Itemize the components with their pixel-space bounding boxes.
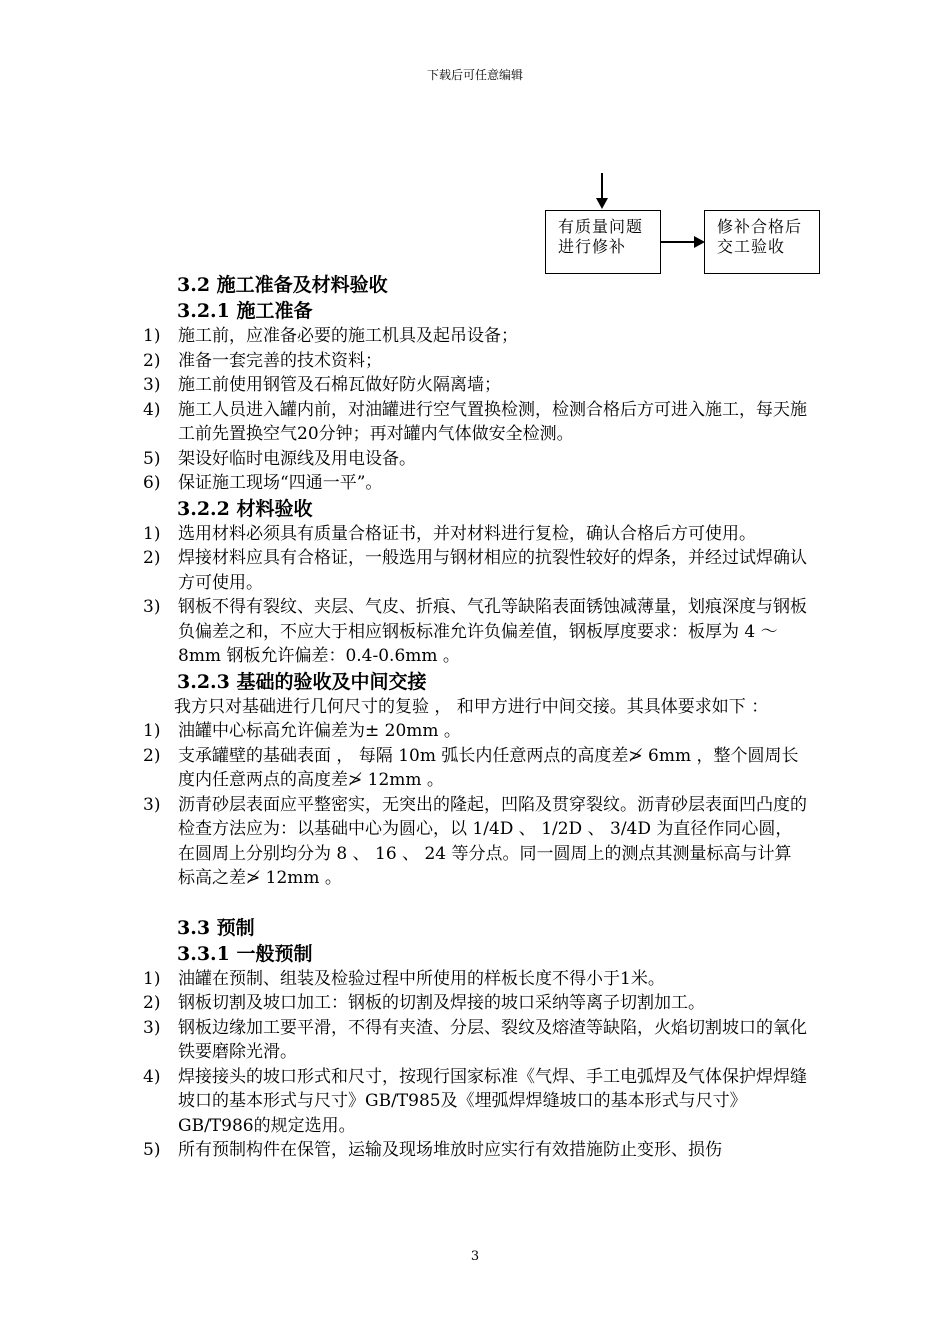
spacer — [143, 891, 808, 915]
list-item — [143, 324, 808, 349]
list-text: 保证施工现场“四通一平”。 — [178, 473, 383, 493]
list-item — [143, 744, 808, 793]
flowchart-box-line: 进行修补 — [558, 237, 627, 256]
list-text: 所有预制构件在保管，运输及现场堆放时应实行有效措施防止变形、损伤 — [178, 1140, 722, 1160]
flowchart-box-line: 有质量问题 — [558, 217, 644, 236]
list-item — [143, 546, 808, 595]
flowchart-box-line: 修补合格后 — [717, 217, 803, 236]
flowchart-down-arrow — [601, 173, 603, 199]
list-text: 施工人员进入罐内前，对油罐进行空气置换检测，检测合格后方可进入施工，每天施工前先置换空气20分钟；再对罐内气体做安全检测。 — [178, 399, 807, 444]
list-text: 焊接接头的坡口形式和尺寸，按现行国家标准《气焊、手工电弧焊及气体保护焊焊缝坡口的基本形式与尺寸》GB/T985及《埋弧焊焊缝坡口的基本形式与尺寸》GB/T986的规定选用。 — [178, 1066, 807, 1136]
list-item — [143, 522, 808, 547]
list-text: 架设好临时电源线及用电设备。 — [178, 448, 416, 469]
list-item — [143, 471, 808, 496]
list-text: 准备一套完善的技术资料； — [178, 350, 382, 371]
list-item — [143, 349, 808, 374]
list-item — [143, 1138, 808, 1163]
list-number: 3) — [143, 375, 161, 395]
list-text: 支承罐壁的基础表面 ， 每隔 10m 弧长内任意两点的高度差≯ 6mm ，整个圆周长度内任意两点的高度差≯ 12mm 。 — [178, 745, 799, 790]
section-heading-3-3: 3.3 预制 — [177, 916, 255, 939]
list-number: 4) — [143, 1066, 161, 1087]
list-item — [143, 1065, 808, 1139]
list-number: 2) — [143, 350, 161, 371]
flowchart-box-acceptance — [704, 210, 820, 274]
list-number: 2) — [143, 548, 161, 568]
list-number: 5) — [143, 448, 161, 469]
list-item — [143, 793, 808, 891]
document-body — [143, 272, 808, 1163]
list-item — [143, 595, 808, 669]
list-text: 油罐中心标高允许偏差为± 20mm 。 — [178, 721, 461, 741]
list-item — [143, 447, 808, 472]
list-number: 2) — [143, 993, 161, 1013]
list-number: 3) — [143, 794, 161, 815]
list-text: 焊接材料应具有合格证，一般选用与钢材相应的抗裂性较好的焊条，并经过试焊确认方可使用。 — [178, 548, 807, 593]
section-heading-3-2-2: 3.2.2 材料验收 — [177, 497, 313, 520]
list-item — [143, 373, 808, 398]
list-text: 选用材料必须具有质量合格证书，并对材料进行复检，确认合格后方可使用。 — [178, 523, 756, 544]
list-number: 3) — [143, 1017, 161, 1038]
list-number: 6) — [143, 473, 161, 493]
list-number: 1) — [143, 523, 161, 544]
flowchart-right-arrow — [661, 241, 695, 243]
list-text: 施工前使用钢管及石棉瓦做好防火隔离墙； — [178, 375, 501, 395]
header-note: 下载后可任意编辑 — [426, 68, 523, 82]
list-number: 2) — [143, 745, 161, 766]
list-item — [143, 991, 808, 1016]
list-item — [143, 1016, 808, 1065]
list-number: 1) — [143, 326, 161, 346]
list-text: 施工前，应准备必要的施工机具及起吊设备； — [178, 326, 518, 346]
list-item — [143, 719, 808, 744]
list-number: 3) — [143, 597, 161, 617]
list-number: 4) — [143, 399, 161, 420]
list-text: 沥青砂层表面应平整密实，无突出的隆起，凹陷及贯穿裂纹。沥青砂层表面凹凸度的检查方法应为：以基础中心为圆心，以 1/4D 、 1/2D 、 3/4D 为直径作同心圆，在圆周上分别均分为 8 、 16 、 24 等分点。同一圆周上的测点其测量标高与计算标高之差≯ 12mm 。 — [178, 794, 807, 888]
section-heading-3-2-3: 3.2.3 基础的验收及中间交接 — [177, 670, 427, 693]
flowchart-box-repair — [545, 210, 661, 274]
section-heading-3-3-1: 3.3.1 一般预制 — [177, 942, 313, 965]
list-text: 油罐在预制、组装及检验过程中所使用的样板长度不得小于1米。 — [178, 968, 665, 989]
flowchart-box-line: 交工验收 — [717, 237, 786, 256]
list-item — [143, 967, 808, 992]
list-number: 1) — [143, 721, 161, 741]
list-text: 钢板不得有裂纹、夹层、气皮、折痕、气孔等缺陷表面锈蚀减薄量，划痕深度与钢板负偏差之和，不应大于相应钢板标准允许负偏差值，钢板厚度要求：板厚为 4 ～ 8mm 钢板允许偏差：0.4-0.6mm 。 — [178, 597, 807, 666]
section-heading-3-2-1: 3.2.1 施工准备 — [177, 300, 313, 322]
list-text: 钢板切割及坡口加工：钢板的切割及焊接的坡口采纳等离子切割加工。 — [178, 993, 705, 1013]
page-number: 3 — [470, 1249, 480, 1264]
flowchart-down-arrow-head — [596, 198, 608, 209]
list-item — [143, 398, 808, 447]
list-number: 5) — [143, 1140, 161, 1160]
list-text: 钢板边缘加工要平滑，不得有夹渣、分层、裂纹及熔渣等缺陷，火焰切割坡口的氧化铁要磨除光滑。 — [178, 1017, 807, 1062]
list-number: 1) — [143, 968, 161, 989]
section-intro: 我方只对基础进行几何尺寸的复验 ， 和甲方进行中间交接。其具体要求如下 ： — [174, 696, 769, 717]
section-heading-3-2: 3.2 施工准备及材料验收 — [177, 274, 388, 296]
